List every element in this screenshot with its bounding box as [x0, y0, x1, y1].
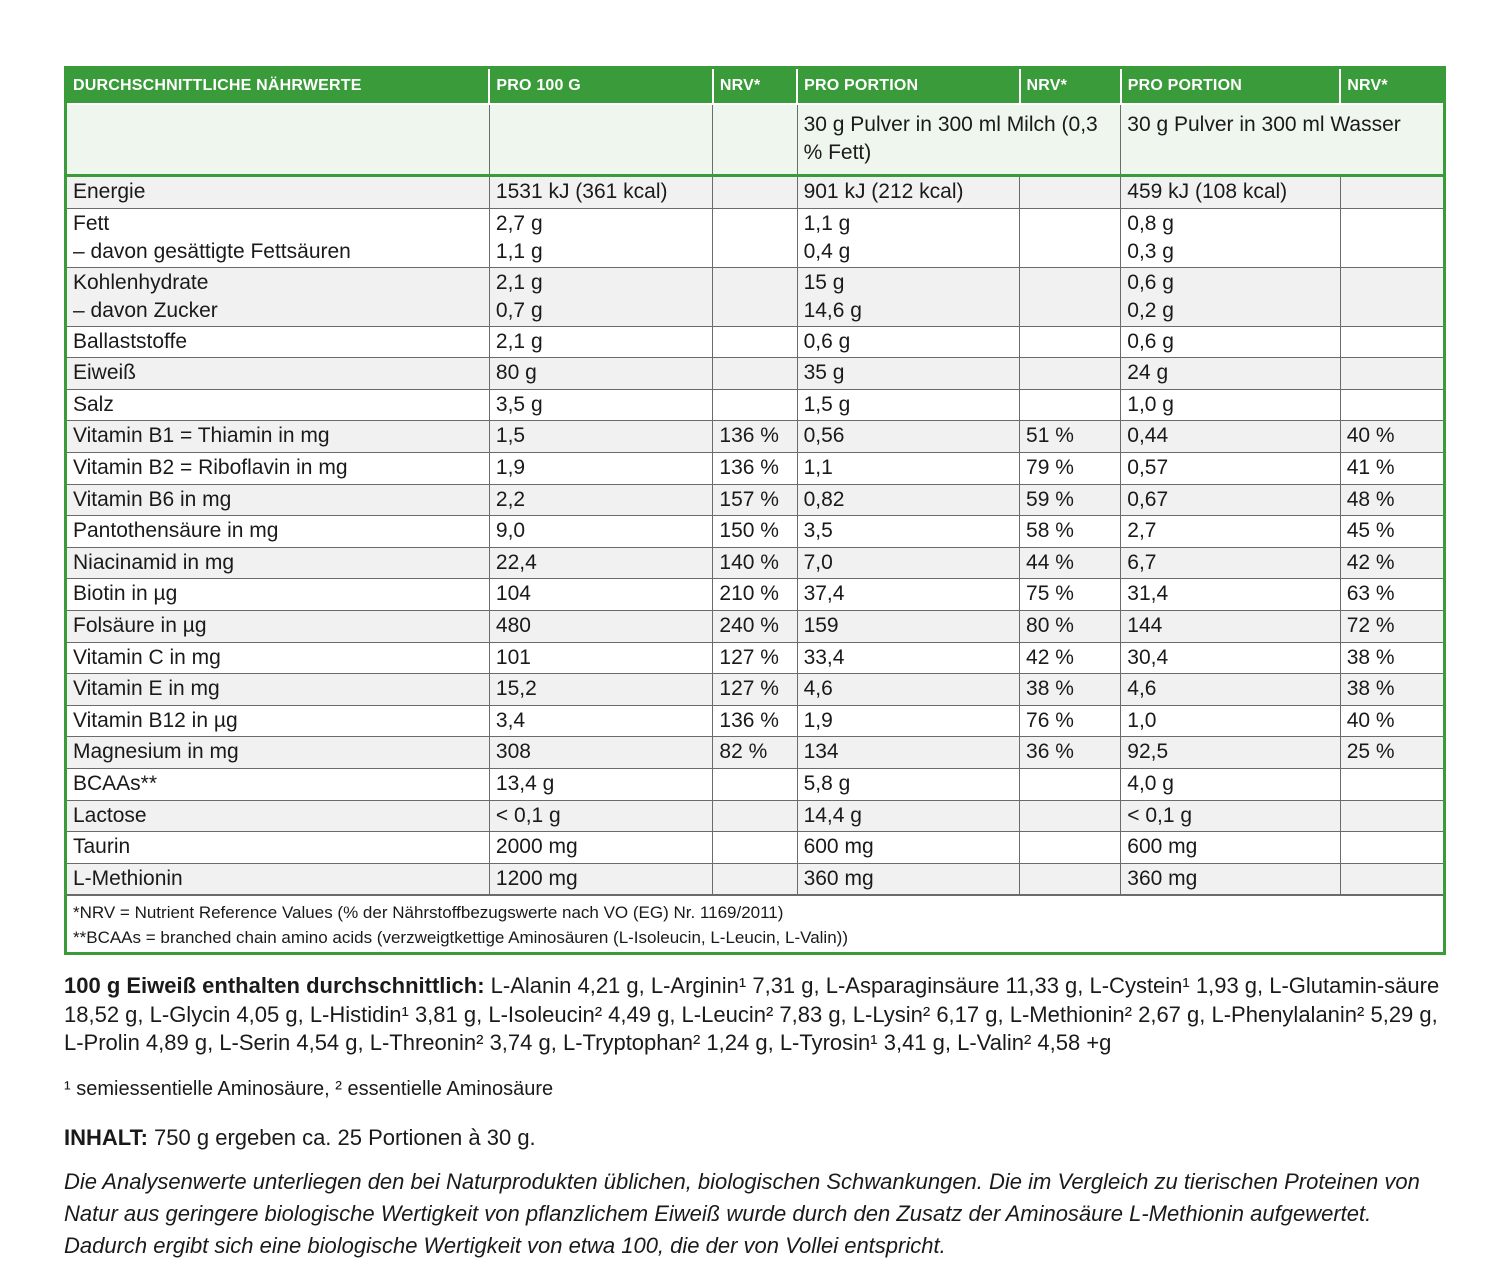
value-per-100g-line: 22,4	[495, 550, 537, 574]
nrv-portion-milk: 75 %	[1020, 579, 1121, 611]
value-per-100g	[489, 674, 712, 706]
value-portion-milk	[797, 768, 1019, 800]
subheader-water: 30 g Pulver in 300 ml Wasser	[1121, 104, 1445, 176]
value-per-100g	[489, 484, 712, 516]
value-portion-water	[1121, 800, 1340, 832]
table-row	[66, 484, 1445, 516]
nrv-portion-water: 38 %	[1340, 642, 1444, 674]
value-per-100g-line: 2000 mg	[495, 835, 578, 859]
value-per-100g	[489, 516, 712, 548]
value-portion-water-line: 0,3 g	[1127, 239, 1174, 263]
nrv-portion-water: 38 %	[1340, 674, 1444, 706]
value-portion-milk	[797, 579, 1019, 611]
nutrient-name-line: Niacinamid in mg	[73, 550, 235, 574]
nrv-portion-water	[1340, 863, 1444, 895]
table-row	[66, 421, 1445, 453]
nutrient-name-line: Vitamin E in mg	[73, 677, 220, 701]
value-portion-milk	[797, 642, 1019, 674]
amino-lead: 100 g Eiweiß enthalten durchschnittlich:	[64, 973, 485, 998]
header-nrv-milk: NRV*	[1020, 68, 1121, 105]
nutrient-name	[66, 800, 490, 832]
value-portion-water-line: 92,5	[1127, 740, 1169, 764]
value-portion-water-line: 0,8 g	[1127, 211, 1174, 235]
value-portion-milk	[797, 800, 1019, 832]
table-row	[66, 800, 1445, 832]
nutrient-name	[66, 832, 490, 864]
value-per-100g	[489, 389, 712, 421]
value-portion-milk-line: 35 g	[803, 361, 845, 385]
value-per-100g-line: 1,9	[495, 455, 526, 479]
value-portion-milk-line: 1,1	[803, 455, 833, 479]
table-row	[66, 547, 1445, 579]
nrv-portion-milk: 36 %	[1020, 737, 1121, 769]
value-portion-water-line: 360 mg	[1127, 866, 1198, 890]
value-per-100g-line: 2,7 g	[495, 211, 543, 235]
value-per-100g-line: 2,2	[495, 487, 526, 511]
table-row	[66, 705, 1445, 737]
nutrient-name-line: Pantothensäure in mg	[73, 519, 279, 543]
footnote-bcaa: **BCAAs = branched chain amino acids (verzweigtkettige Aminosäuren (L-Isoleucin, L-Leucin, L-Valin))	[73, 928, 848, 948]
value-portion-water-line: 0,57	[1127, 455, 1169, 479]
header-portion-water: PRO PORTION	[1121, 68, 1340, 105]
nutrient-name-line: Lactose	[73, 803, 147, 827]
nutrient-name	[66, 452, 490, 484]
value-portion-milk-line: 360 mg	[803, 866, 874, 890]
nrv-per-100g: 82 %	[713, 737, 797, 769]
nrv-per-100g: 157 %	[713, 484, 797, 516]
value-portion-water-line: 31,4	[1127, 582, 1169, 606]
nutrient-name-line: Kohlenhydrate	[73, 270, 209, 294]
value-portion-water	[1121, 267, 1340, 326]
nrv-portion-milk	[1020, 863, 1121, 895]
nrv-portion-milk	[1020, 176, 1121, 209]
nrv-per-100g	[713, 389, 797, 421]
subheader-empty	[66, 104, 490, 176]
value-portion-milk	[797, 389, 1019, 421]
value-portion-water	[1121, 642, 1340, 674]
table-row	[66, 610, 1445, 642]
nutrient-name	[66, 389, 490, 421]
nrv-portion-milk	[1020, 832, 1121, 864]
value-portion-water	[1121, 547, 1340, 579]
value-portion-water	[1121, 768, 1340, 800]
nrv-portion-milk: 42 %	[1020, 642, 1121, 674]
value-portion-milk-line: 1,1 g	[803, 211, 851, 235]
nrv-per-100g	[713, 176, 797, 209]
value-per-100g-line: 9,0	[495, 519, 526, 543]
nutrient-name	[66, 579, 490, 611]
value-portion-water	[1121, 516, 1340, 548]
value-per-100g-line: 1,1 g	[495, 239, 543, 263]
nutrient-name-line: Fett	[73, 211, 110, 235]
value-portion-water-line: 0,44	[1127, 424, 1169, 448]
nrv-portion-water	[1340, 358, 1444, 390]
nutrient-name	[66, 674, 490, 706]
nrv-portion-water: 45 %	[1340, 516, 1444, 548]
value-per-100g-line: 2,1 g	[495, 270, 543, 294]
value-portion-water	[1121, 579, 1340, 611]
header-nrv-water: NRV*	[1340, 68, 1444, 105]
nrv-portion-milk: 80 %	[1020, 610, 1121, 642]
value-portion-milk-line: 1,5 g	[803, 392, 851, 416]
value-per-100g-line: 2,1 g	[495, 329, 543, 353]
value-portion-milk-line: 134	[803, 740, 839, 764]
table-row	[66, 768, 1445, 800]
table-row	[66, 358, 1445, 390]
value-per-100g-line: 13,4 g	[495, 771, 555, 795]
value-portion-water-line: < 0,1 g	[1127, 803, 1193, 827]
table-row	[66, 176, 1445, 209]
nrv-per-100g: 240 %	[713, 610, 797, 642]
header-portion-milk: PRO PORTION	[797, 68, 1019, 105]
nrv-portion-water: 72 %	[1340, 610, 1444, 642]
nrv-portion-milk	[1020, 800, 1121, 832]
value-portion-milk-line: 0,82	[803, 487, 845, 511]
nrv-portion-milk: 51 %	[1020, 421, 1121, 453]
value-per-100g-line: 3,4	[495, 708, 526, 732]
nutrient-name-line: Biotin in µg	[73, 582, 178, 606]
value-per-100g	[489, 176, 712, 209]
value-per-100g	[489, 326, 712, 358]
nutrient-name-line: Vitamin B1 = Thiamin in mg	[73, 424, 330, 448]
value-portion-water-line: 0,67	[1127, 487, 1169, 511]
nutrient-name	[66, 610, 490, 642]
nutrient-name-line: Magnesium in mg	[73, 740, 239, 764]
value-portion-milk-line: 901 kJ (212 kcal)	[803, 180, 964, 203]
value-portion-milk-line: 0,56	[803, 424, 845, 448]
nutrient-name-line: Vitamin B12 in µg	[73, 708, 238, 732]
value-portion-milk	[797, 863, 1019, 895]
value-per-100g-line: 3,5 g	[495, 392, 543, 416]
nutrient-name	[66, 484, 490, 516]
nrv-per-100g: 210 %	[713, 579, 797, 611]
value-portion-water	[1121, 832, 1340, 864]
content-label: INHALT:	[64, 1125, 148, 1150]
nutrition-table	[64, 66, 1446, 955]
value-per-100g	[489, 863, 712, 895]
value-portion-milk-line: 0,6 g	[803, 329, 851, 353]
table-footnotes	[66, 895, 1445, 954]
nrv-per-100g: 150 %	[713, 516, 797, 548]
table-header-row	[66, 68, 1445, 105]
nrv-portion-milk: 58 %	[1020, 516, 1121, 548]
value-per-100g	[489, 705, 712, 737]
nutrient-name	[66, 705, 490, 737]
value-per-100g	[489, 547, 712, 579]
nutrient-name	[66, 547, 490, 579]
nutrient-name	[66, 642, 490, 674]
nutrient-name-line: Vitamin B6 in mg	[73, 487, 232, 511]
value-per-100g	[489, 610, 712, 642]
value-portion-water	[1121, 484, 1340, 516]
nrv-portion-milk: 79 %	[1020, 452, 1121, 484]
nrv-portion-milk	[1020, 326, 1121, 358]
value-per-100g	[489, 358, 712, 390]
nutrient-name-line: Energie	[73, 180, 146, 203]
value-portion-water	[1121, 389, 1340, 421]
value-per-100g	[489, 452, 712, 484]
nutrient-name-line: L-Methionin	[73, 866, 183, 890]
value-per-100g-line: 101	[495, 645, 531, 669]
nrv-per-100g: 127 %	[713, 642, 797, 674]
value-portion-milk	[797, 358, 1019, 390]
value-portion-milk-line: 15 g	[803, 270, 845, 294]
value-portion-milk	[797, 705, 1019, 737]
value-per-100g	[489, 768, 712, 800]
value-per-100g-line: 308	[495, 740, 531, 764]
nrv-portion-water: 40 %	[1340, 421, 1444, 453]
nrv-portion-milk	[1020, 358, 1121, 390]
value-portion-milk	[797, 326, 1019, 358]
nutrient-name	[66, 176, 490, 209]
value-portion-milk	[797, 267, 1019, 326]
value-portion-milk	[797, 737, 1019, 769]
nrv-portion-milk: 76 %	[1020, 705, 1121, 737]
nutrient-name	[66, 516, 490, 548]
value-portion-water-line: 0,6 g	[1127, 270, 1174, 294]
table-row	[66, 832, 1445, 864]
value-per-100g-line: 1,5	[495, 424, 526, 448]
nutrient-name-line: Taurin	[73, 835, 131, 859]
nrv-portion-water	[1340, 267, 1444, 326]
nutrient-name-line: Vitamin B2 = Riboflavin in mg	[73, 455, 348, 479]
value-portion-milk-line: 159	[803, 613, 839, 637]
nrv-per-100g	[713, 863, 797, 895]
value-portion-water-line: 2,7	[1127, 519, 1157, 543]
value-portion-water	[1121, 705, 1340, 737]
nutrient-name	[66, 737, 490, 769]
value-per-100g-line: 104	[495, 582, 531, 606]
nutrient-name-line: – davon Zucker	[73, 298, 218, 322]
value-per-100g	[489, 642, 712, 674]
value-portion-water-line: 0,6 g	[1127, 329, 1174, 353]
value-portion-water	[1121, 208, 1340, 267]
value-portion-milk	[797, 610, 1019, 642]
nrv-portion-milk	[1020, 208, 1121, 267]
value-portion-milk-line: 0,4 g	[803, 239, 851, 263]
value-portion-water-line: 459 kJ (108 kcal)	[1127, 180, 1288, 203]
nrv-portion-water	[1340, 832, 1444, 864]
nutrient-name	[66, 208, 490, 267]
nutrient-name	[66, 267, 490, 326]
nutrient-name-line: – davon gesättigte Fettsäuren	[73, 239, 351, 263]
value-portion-water-line: 1,0	[1127, 708, 1157, 732]
value-portion-milk	[797, 547, 1019, 579]
value-portion-water-line: 30,4	[1127, 645, 1169, 669]
value-portion-water-line: 6,7	[1127, 550, 1157, 574]
table-row	[66, 642, 1445, 674]
nrv-portion-milk: 59 %	[1020, 484, 1121, 516]
value-portion-water	[1121, 421, 1340, 453]
value-portion-water-line: 4,6	[1127, 677, 1157, 701]
nrv-portion-water	[1340, 800, 1444, 832]
amino-acid-profile	[64, 972, 1454, 1058]
value-portion-water	[1121, 358, 1340, 390]
value-portion-water-line: 0,2 g	[1127, 298, 1174, 322]
value-portion-milk	[797, 674, 1019, 706]
nrv-per-100g	[713, 208, 797, 267]
nrv-per-100g: 136 %	[713, 705, 797, 737]
nrv-per-100g	[713, 267, 797, 326]
value-portion-water-line: 4,0 g	[1127, 771, 1174, 795]
value-portion-water	[1121, 737, 1340, 769]
value-portion-milk	[797, 208, 1019, 267]
table-row	[66, 326, 1445, 358]
nrv-per-100g	[713, 832, 797, 864]
nutrient-name-line: Vitamin C in mg	[73, 645, 221, 669]
value-portion-milk	[797, 832, 1019, 864]
table-row	[66, 389, 1445, 421]
table-subheader-row	[66, 104, 1445, 176]
value-per-100g	[489, 208, 712, 267]
value-portion-water	[1121, 176, 1340, 209]
value-portion-water	[1121, 674, 1340, 706]
table-row	[66, 267, 1445, 326]
value-portion-milk	[797, 452, 1019, 484]
value-per-100g	[489, 267, 712, 326]
value-portion-milk-line: 4,6	[803, 677, 833, 701]
footnote-nrv: *NRV = Nutrient Reference Values (% der Nährstoffbezugswerte nach VO (EG) Nr. 1169/2011)	[73, 903, 784, 923]
value-per-100g-line: 1200 mg	[495, 866, 578, 890]
table-footnotes-row	[66, 895, 1445, 954]
nutrient-name-line: Eiweiß	[73, 361, 137, 385]
nutrient-name-line: Salz	[73, 392, 114, 416]
header-nrv-100g: NRV*	[713, 68, 797, 105]
value-per-100g	[489, 832, 712, 864]
nrv-portion-water	[1340, 326, 1444, 358]
value-portion-water-line: 1,0 g	[1127, 392, 1174, 416]
nrv-per-100g: 140 %	[713, 547, 797, 579]
nrv-per-100g	[713, 326, 797, 358]
table-row	[66, 579, 1445, 611]
value-portion-milk	[797, 516, 1019, 548]
table-row	[66, 674, 1445, 706]
nrv-portion-water: 41 %	[1340, 452, 1444, 484]
nrv-portion-milk: 38 %	[1020, 674, 1121, 706]
nutrient-name-line: Folsäure in µg	[73, 613, 207, 637]
nutrient-name-line: Ballaststoffe	[73, 329, 188, 353]
nrv-portion-water	[1340, 768, 1444, 800]
nutrient-name	[66, 358, 490, 390]
value-portion-milk	[797, 421, 1019, 453]
header-per-100g: PRO 100 G	[489, 68, 712, 105]
value-portion-milk	[797, 484, 1019, 516]
content-text: 750 g ergeben ca. 25 Portionen à 30 g.	[154, 1125, 536, 1150]
value-portion-milk-line: 5,8 g	[803, 771, 851, 795]
nrv-portion-water: 48 %	[1340, 484, 1444, 516]
subheader-empty	[489, 104, 712, 176]
nrv-per-100g: 136 %	[713, 452, 797, 484]
value-portion-milk-line: 33,4	[803, 645, 845, 669]
value-per-100g-line: 0,7 g	[495, 298, 543, 322]
value-per-100g-line: 80 g	[495, 361, 537, 385]
nutrient-name	[66, 421, 490, 453]
value-per-100g-line: < 0,1 g	[495, 803, 561, 827]
nrv-per-100g: 127 %	[713, 674, 797, 706]
value-portion-water	[1121, 863, 1340, 895]
nutrient-name	[66, 326, 490, 358]
value-portion-water-line: 24 g	[1127, 361, 1169, 385]
value-per-100g-line: 480	[495, 613, 531, 637]
nrv-per-100g	[713, 800, 797, 832]
table-row	[66, 737, 1445, 769]
value-per-100g-line: 1531 kJ (361 kcal)	[495, 180, 668, 203]
value-portion-milk-line: 1,9	[803, 708, 833, 732]
value-portion-milk-line: 14,6 g	[803, 298, 862, 322]
nrv-portion-water: 42 %	[1340, 547, 1444, 579]
nrv-portion-water	[1340, 208, 1444, 267]
nrv-portion-milk	[1020, 768, 1121, 800]
value-portion-milk-line: 37,4	[803, 582, 845, 606]
subheader-empty	[713, 104, 797, 176]
subheader-milk: 30 g Pulver in 300 ml Milch (0,3 % Fett)	[797, 104, 1121, 176]
nutrient-name	[66, 863, 490, 895]
value-portion-water	[1121, 326, 1340, 358]
value-portion-water-line: 144	[1127, 613, 1163, 637]
nrv-per-100g	[713, 358, 797, 390]
nrv-portion-milk	[1020, 267, 1121, 326]
nrv-portion-milk	[1020, 389, 1121, 421]
value-portion-milk	[797, 176, 1019, 209]
nrv-per-100g: 136 %	[713, 421, 797, 453]
value-portion-water	[1121, 452, 1340, 484]
table-row	[66, 516, 1445, 548]
nutrient-name	[66, 768, 490, 800]
header-nutrient: DURCHSCHNITTLICHE NÄHRWERTE	[66, 68, 490, 105]
nrv-portion-milk: 44 %	[1020, 547, 1121, 579]
value-portion-milk-line: 14,4 g	[803, 803, 862, 827]
value-portion-milk-line: 7,0	[803, 550, 833, 574]
nrv-portion-water: 63 %	[1340, 579, 1444, 611]
value-per-100g	[489, 579, 712, 611]
content-info	[64, 1124, 1454, 1152]
nutrient-name-line: BCAAs**	[73, 771, 158, 795]
value-per-100g	[489, 737, 712, 769]
table-row	[66, 208, 1445, 267]
value-per-100g	[489, 800, 712, 832]
value-portion-water-line: 600 mg	[1127, 835, 1198, 859]
nrv-portion-water	[1340, 176, 1444, 209]
amino-legend: ¹ semiessentielle Aminosäure, ² essentielle Aminosäure	[64, 1078, 554, 1100]
value-portion-milk-line: 600 mg	[803, 835, 874, 859]
value-portion-milk-line: 3,5	[803, 519, 833, 543]
table-row	[66, 863, 1445, 895]
value-portion-water	[1121, 610, 1340, 642]
nrv-per-100g	[713, 768, 797, 800]
value-per-100g-line: 15,2	[495, 677, 537, 701]
value-per-100g	[489, 421, 712, 453]
nrv-portion-water: 25 %	[1340, 737, 1444, 769]
nrv-portion-water: 40 %	[1340, 705, 1444, 737]
table-row	[66, 452, 1445, 484]
analysis-note: Die Analysenwerte unterliegen den bei Naturprodukten üblichen, biologischen Schwankungen. Die im Vergleich zu tierischen Proteinen von Natur aus geringere biologische Wertigkeit von pflanzlichem Eiweiß wurde durch den Zusatz der Aminosäure L-Methionin aufgewertet. Dadurch ergibt sich eine biologische Wertigkeit von etwa 100, die der von Vollei entspricht.	[64, 1169, 1420, 1258]
nrv-portion-water	[1340, 389, 1444, 421]
amino-text: L-Alanin 4,21 g, L-Arginin¹ 7,31 g, L-Asparaginsäure 11,33 g, L-Cystein¹ 1,93 g, L-Glutamin-säure 18,52 g, L-Glycin 4,05 g, L-Histidin¹ 3,81 g, L-Isoleucin² 4,49 g, L-Leucin² 7,83 g, L-Lysin² 6,17 g, L-Methionin² 2,67 g, L-Phenylalanin² 5,29 g, L-Prolin 4,89 g, L-Serin 4,54 g, L-Threonin² 3,74 g, L-Tryptophan² 1,24 g, L-Tyrosin¹ 3,41 g, L-Valin² 4,58 +g	[64, 973, 1440, 1055]
